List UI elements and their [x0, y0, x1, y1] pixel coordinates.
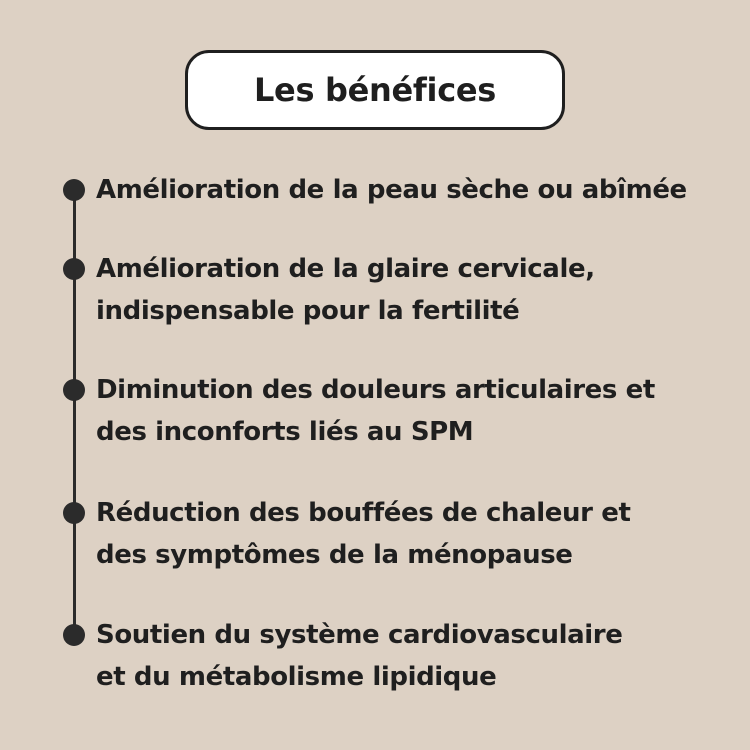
benefit-text: Réduction des bouffées de chaleur et des symptômes de la ménopause — [96, 498, 631, 570]
bullet-dot-icon — [63, 258, 85, 280]
benefit-text: Soutien du système cardiovasculaire et du métabolisme lipidique — [96, 620, 623, 692]
bullet-dot-icon — [63, 502, 85, 524]
bullet-dot-icon — [63, 179, 85, 201]
benefit-text: Amélioration de la glaire cervicale, indispensable pour la fertilité — [96, 254, 595, 326]
timeline-line — [73, 186, 76, 632]
benefit-text: Diminution des douleurs articulaires et des inconforts liés au SPM — [96, 375, 655, 447]
benefit-text: Amélioration de la peau sèche ou abîmée — [96, 175, 687, 205]
title-pill — [185, 50, 565, 130]
bullet-dot-icon — [63, 624, 85, 646]
bullet-dot-icon — [63, 379, 85, 401]
page-title: Les bénéfices — [253, 71, 497, 109]
